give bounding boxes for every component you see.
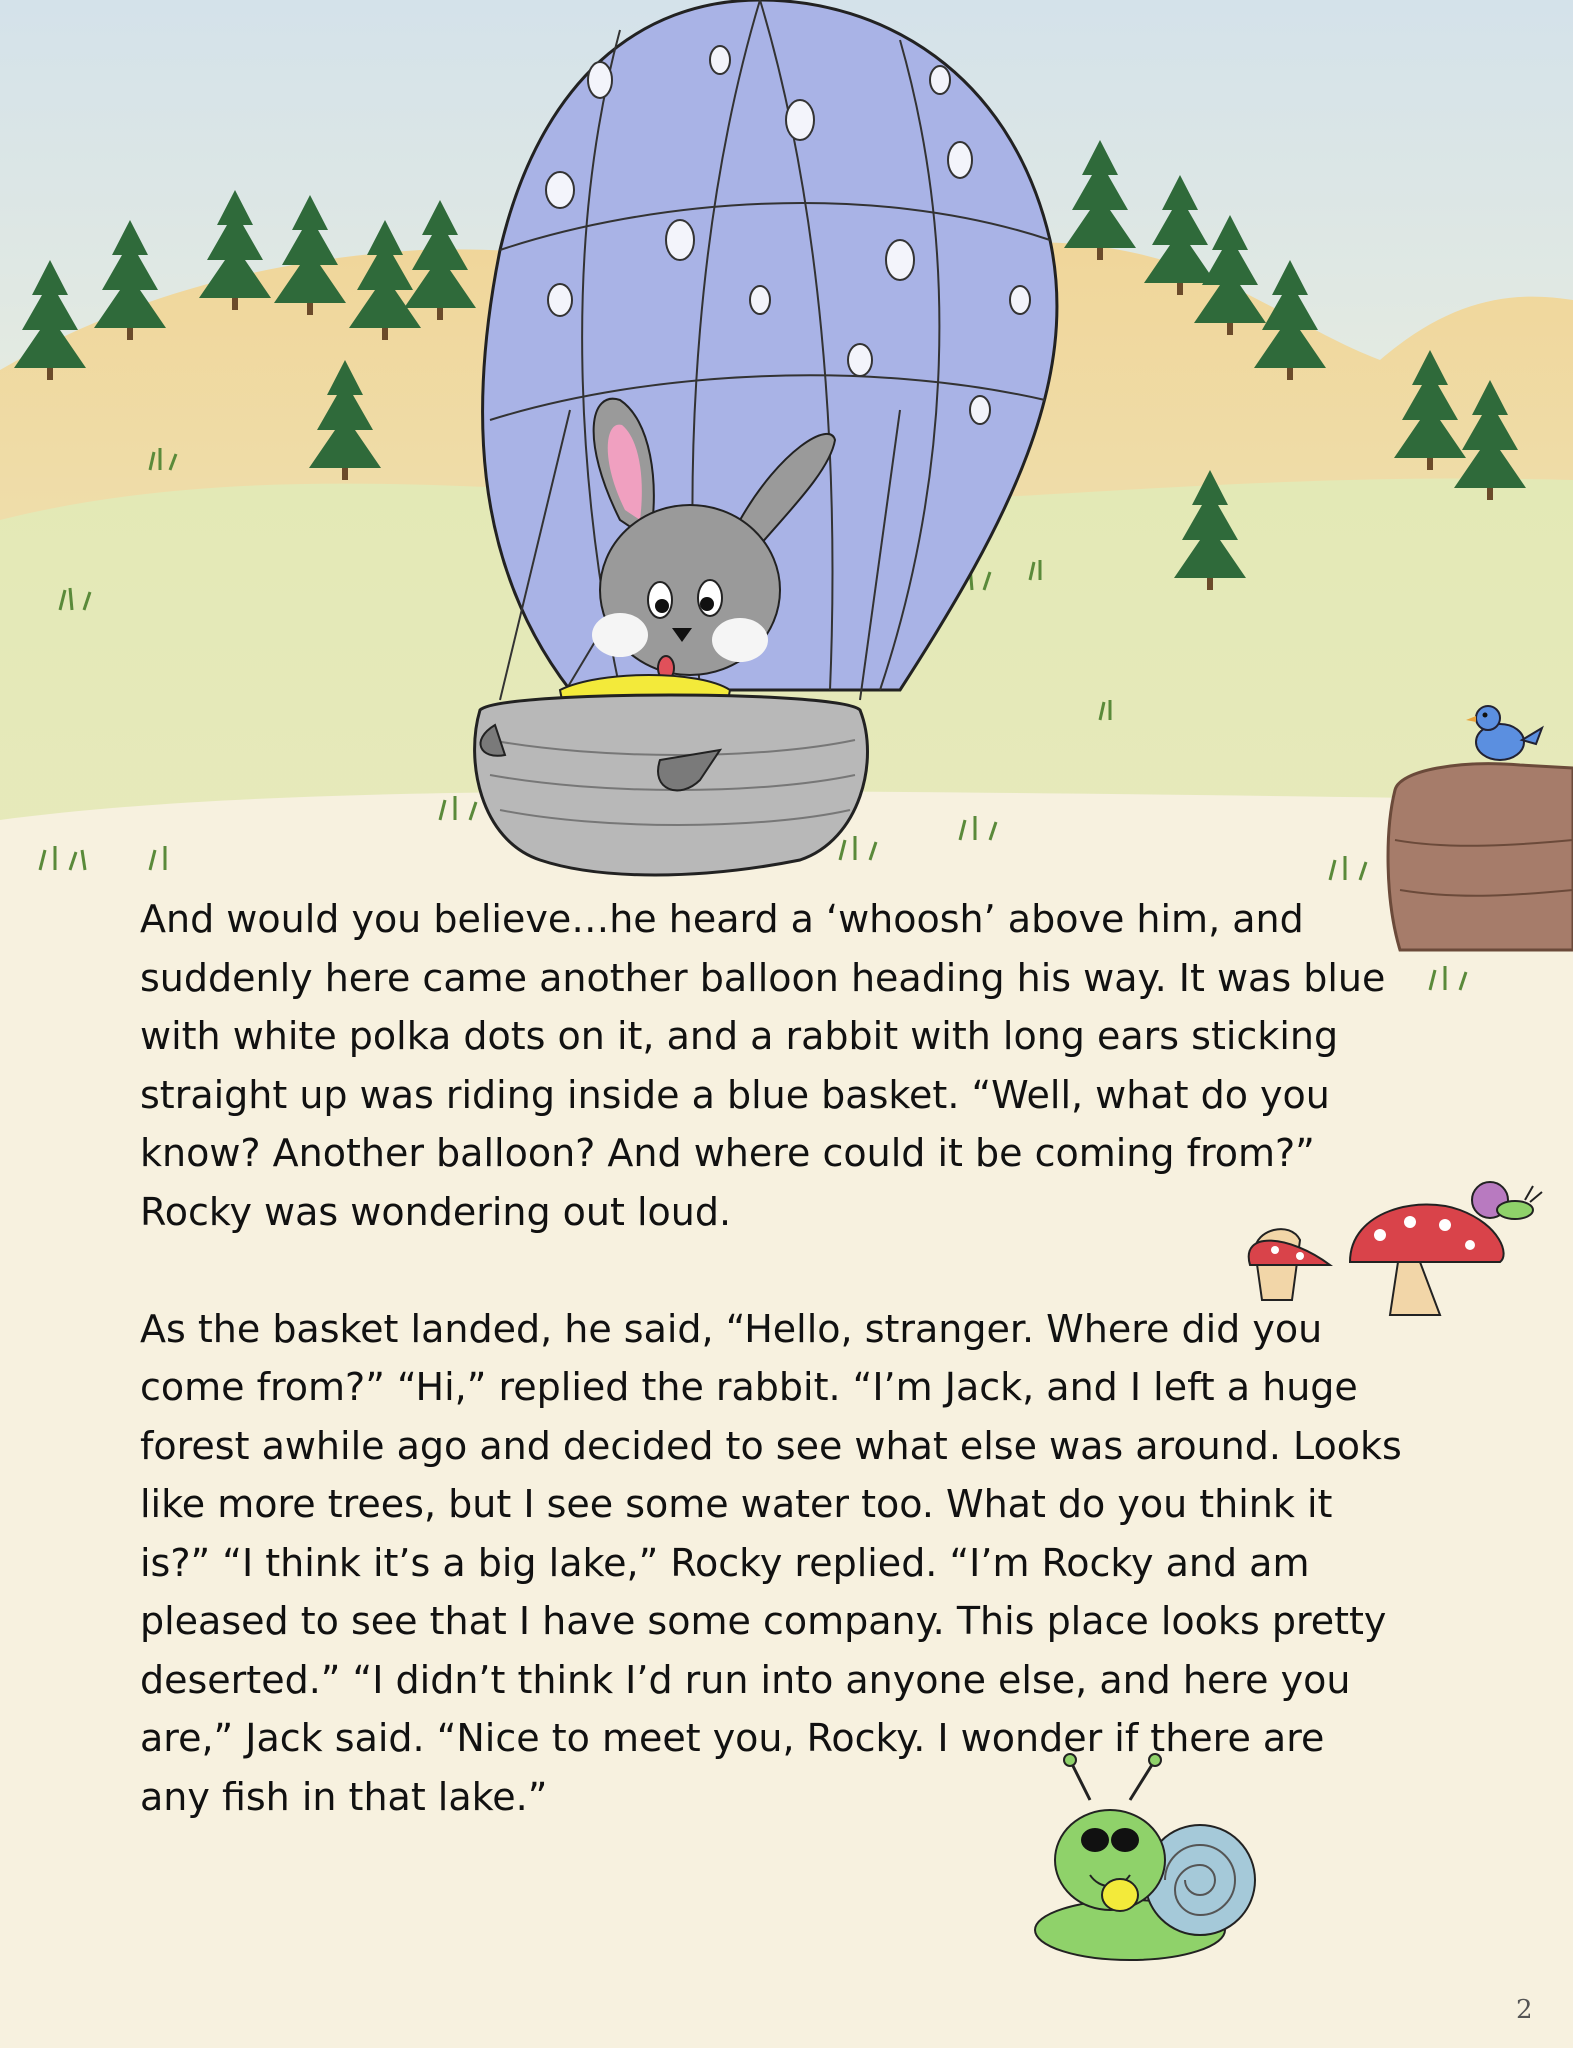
story-paragraph-1: And would you believe…he heard a ‘whoosh’ above him, and suddenly here came another balloon heading his way. It was blue with white polka dots on it, and a rabbit with long ears sticking straight up was riding inside a blue basket. “Well, what do you know? Another balloon? And where could it be coming from?” Rocky was wondering out loud.	[140, 897, 1386, 1234]
balloon-basket	[475, 695, 868, 875]
page-number: 2	[1516, 1995, 1533, 2025]
story-paragraph-2: As the basket landed, he said, “Hello, stranger. Where did you come from?” “Hi,” replied the rabbit. “I’m Jack, and I left a huge forest awhile ago and decided to see what else was around. Looks like more trees, but I see some water too. What do you think it is?” “I think it’s a big lake,” Rocky replied. “I’m Rocky and am pleased to see that I have some company. This place looks pretty deserted.” “I didn’t think I’d run into anyone else, and here you are,” Jack said. “Nice to meet you, Rocky. I wonder if there are any fish in that lake.”	[140, 1306, 1402, 1819]
story-text	[140, 890, 1470, 1826]
